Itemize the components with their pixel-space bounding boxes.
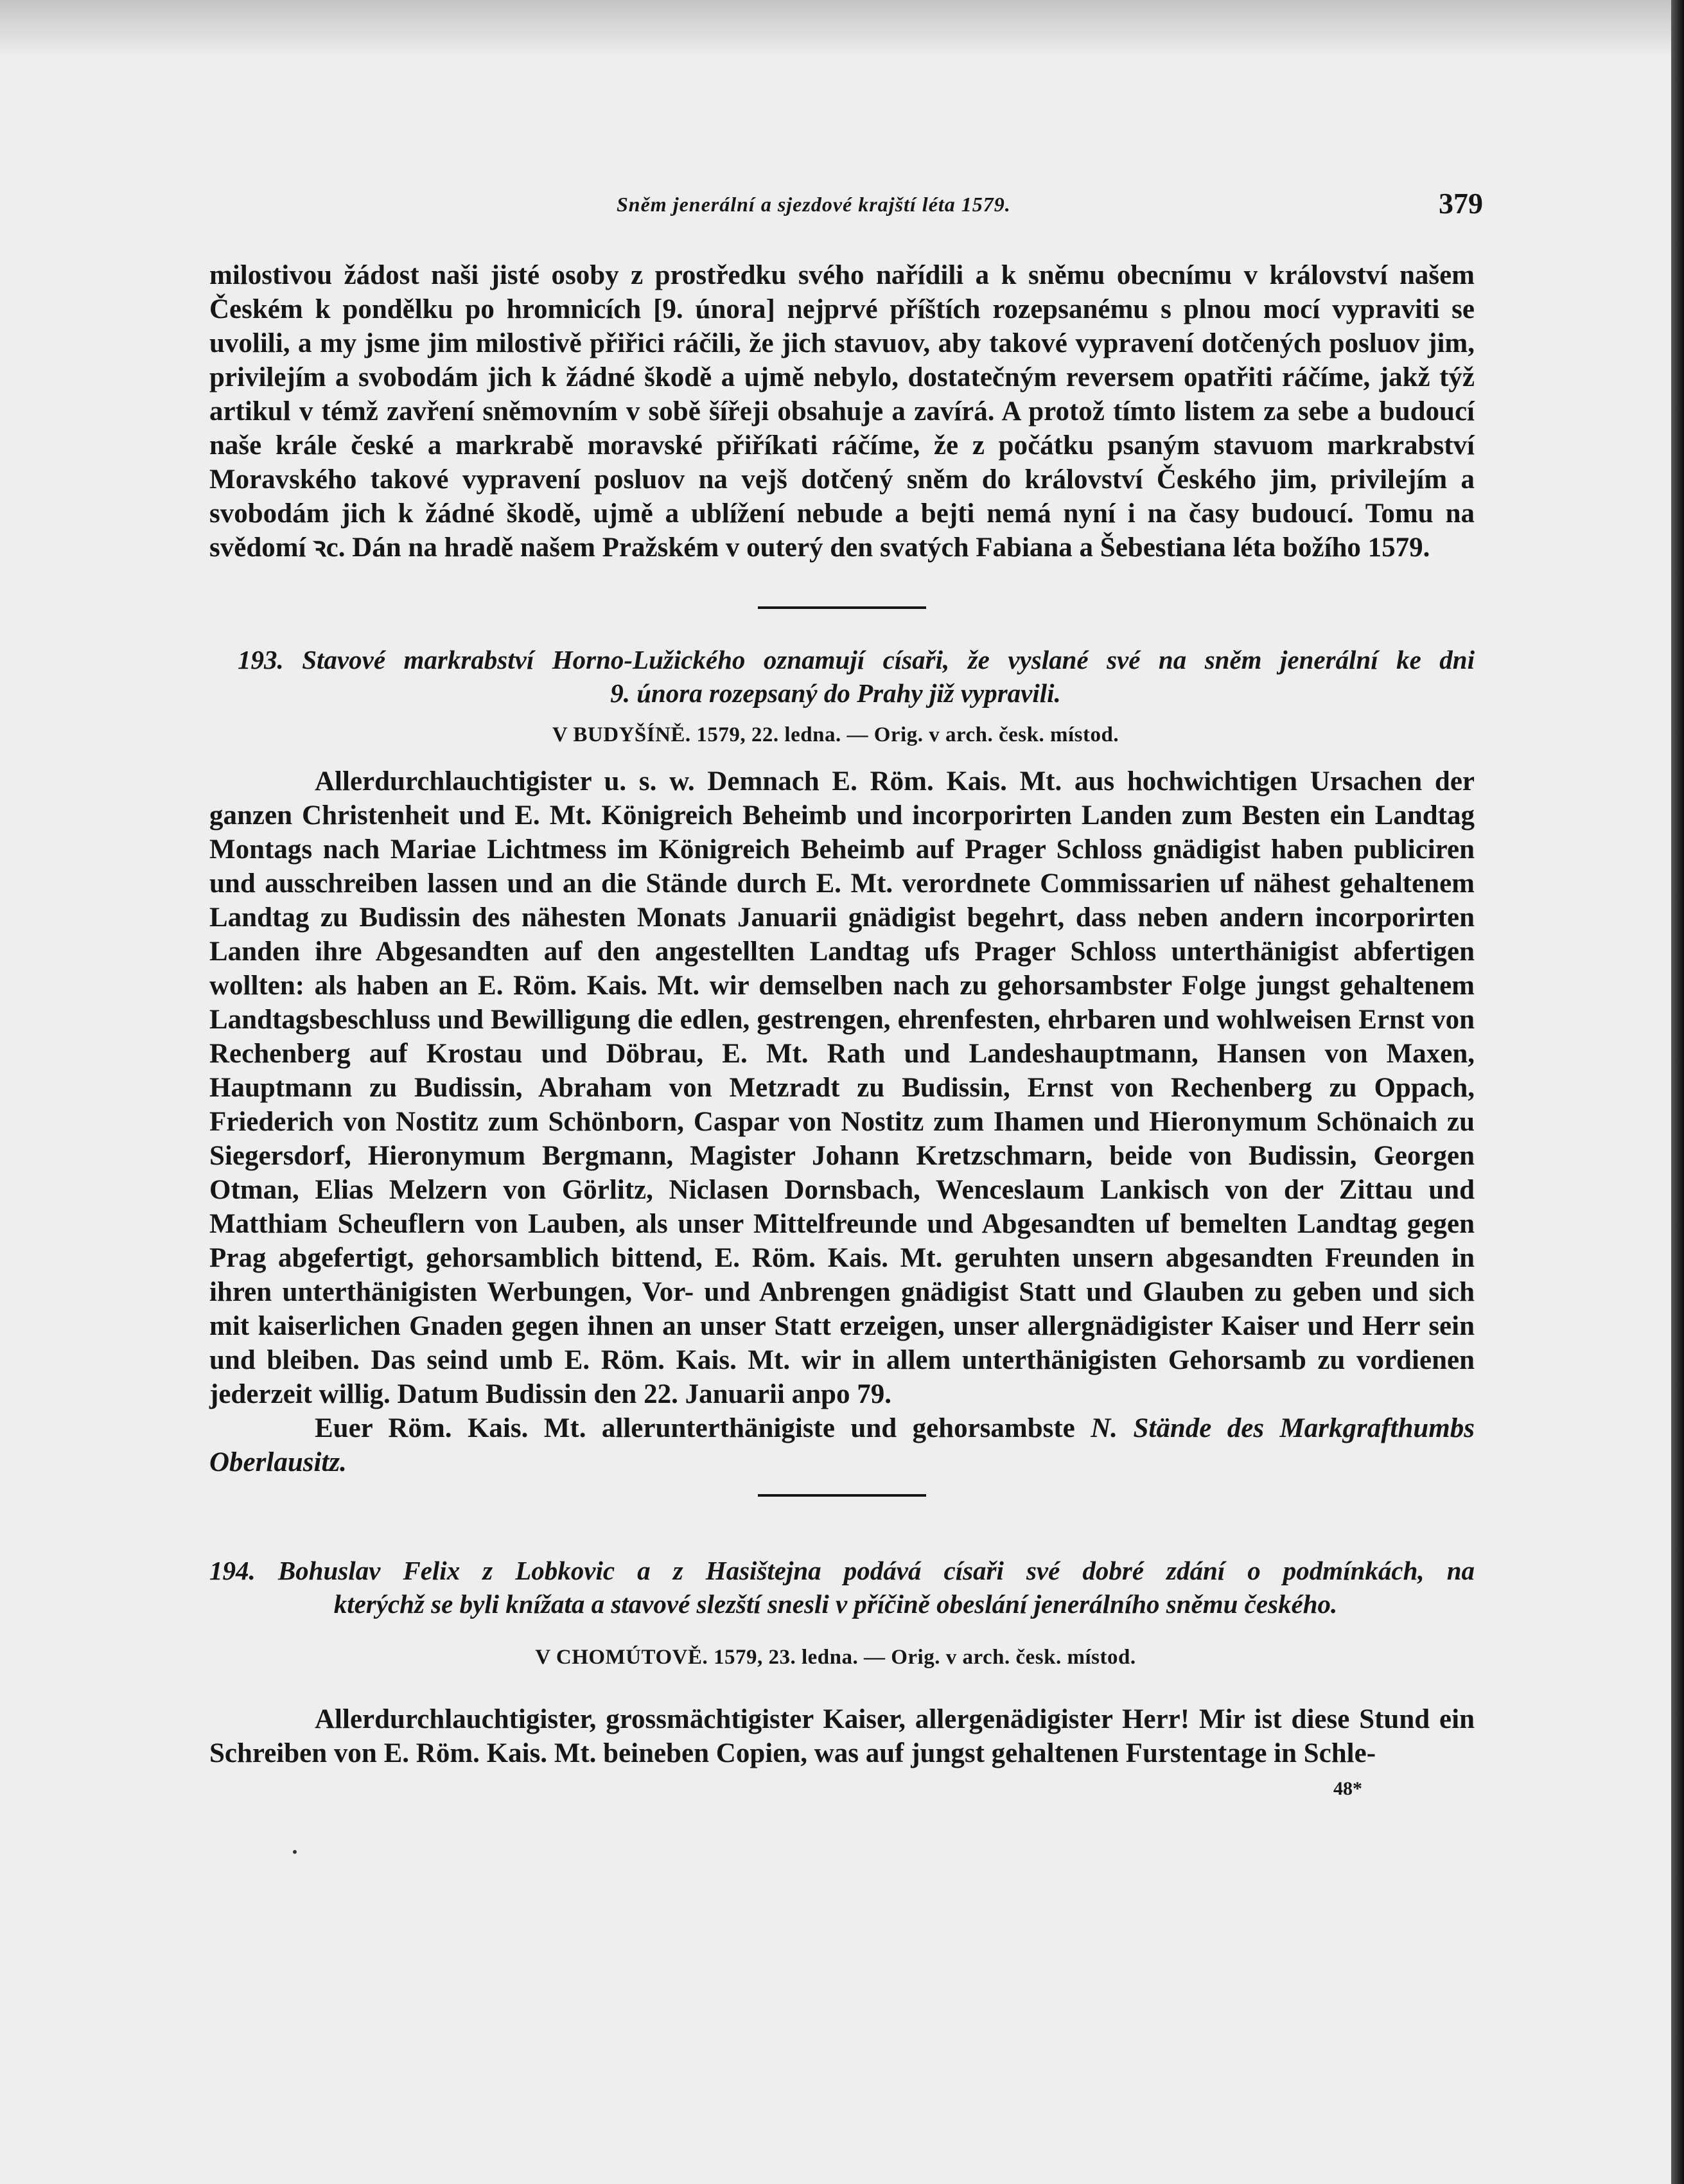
doc193-body: Allerdurchlauchtigister u. s. w. Demnach E. Röm. Kais. Mt. aus hochwichtigen Ursachen der ganzen Christenheit und E. Mt. Königreich Beheimb und incorporirten Landen zum Besten ein Landtag Montags nach Mariae Lichtmess im Königreich Beheimb auf Prager Schloss gnädigist haben publiciren und ausschreiben lassen und an die Stände durch E. Mt. verordnete Commissarien uf nähest gehaltenem Landtag zu Budissin des nähesten Monats Januarii gnädigist begehrt, dass neben andern incorporirten Landen ihre Abgesandten auf den angestellten Landtag ufs Prager Schloss unterthänigist abfertigen wollten: als haben an E. Röm. Kais. Mt. wir demselben nach zu gehorsambster Folge jungst gehaltenem Landtagsbeschluss und Bewilligung die edlen, gestrengen, ehrenfesten, ehrbaren und wohlweisen Ernst von Rechenberg auf Krostau und Döbrau, E. Mt. Rath und Landeshauptmann, Hansen von Maxen, Hauptmann zu Budissin, Abraham von Metzradt zu Budissin, Ernst von Rechenberg zu Oppach, Friederich von Nostitz zum Schönborn, Caspar von Nostitz zum Ihamen und Hieronymum Schönaich zu Siegersdorf, Hieronymum Bergmann, Magister Johann Kretzschmarn, beide von Budissin, Georgen Otman, Elias Melzern von Görlitz, Niclasen Dornsbach, Wenceslaum Lankisch von der Zittau und Matthiam Scheuflern von Lauben, als unser Mittelfreunde und Abgesandten uf bemelten Landtag gegen Prag abgefertigt, gehorsamblich bittend, E. Röm. Kais. Mt. geruhten unsern abgesandten Freunden in ihren unterthänigisten Werbungen, Vor- und Anbrengen gnädigist Statt und Glauben zu geben und sich mit kaiserlichen Gnaden gegen ihnen an unser Statt erzeigen, unser allergnädigister Kaiser und Herr sein und bleiben. Das seind umb E. Röm. Kais. Mt. wir in allem unterthänigisten Gehorsamb zu vordienen jederzeit willig. Datum Budissin den 22. Januarii anpo 79.: [209, 766, 1475, 1409]
doc193-body-block: [209, 764, 1475, 1479]
continuation-paragraph-block: [209, 258, 1475, 565]
doc193-title-line1: [238, 644, 1475, 676]
running-head: Sněm jenerální a sjezdové krajští léta 1579.: [617, 193, 1011, 216]
doc193-closing-line: [209, 1411, 1475, 1479]
doc194-body-block: [209, 1702, 1475, 1770]
scan-edge: [1671, 0, 1684, 2184]
doc194-number: 194.: [209, 1556, 256, 1585]
doc194-title-line1: [209, 1554, 1475, 1587]
doc193-closing: Euer Röm. Kais. Mt. allerunterthänigiste und gehorsambste: [315, 1413, 1075, 1443]
doc193-number: 193.: [238, 645, 284, 674]
doc194-title-text: Bohuslav Felix z Lobkovic a z Hasištejna podává císaři své dobré zdání o podmínkách, na: [277, 1556, 1475, 1585]
scan-shadow: [0, 0, 1671, 58]
continuation-paragraph: milostivou žádost naši jisté osoby z prostředku svého nařídili a k sněmu obecnímu v království našem Českém k pondělku po hromnicích [9. února] nejprvé příštích rozepsanému s plnou mocí vypraviti se uvolili, a my jsme jim milostivě přiřici ráčili, že jich stavuov, aby takové vypravení dotčených posluov jim, privilejím a svobodám jich k žádné škodě a ujmě nebylo, dostatečným reversem opatřiti ráčíme, jakž týž artikul v témž zavření sněmovním v sobě šířeji obsahuje a zavírá. A protož tímto listem za sebe a budoucí naše krále české a markrabě moravské přiříkati ráčíme, že z počátku psaným stavuom markrabství Moravského takové vypravení posluov na vejš dotčený sněm do království Českého jim, privilejím a svobodám jich k žádné škodě, ujmě a ublížení nebude a bejti nemá nyní i na časy budoucí. Tomu na svědomí ꝛc. Dán na hradě našem Pražském v outerý den svatých Fabiana a Šebestiana léta božího 1579.: [209, 260, 1475, 563]
doc194-body: Allerdurchlauchtigister, grossmächtigister Kaiser, allergenädigister Herr! Mir ist diese Stund ein Schreiben von E. Röm. Kais. Mt. beineben Copien, was auf jungst gehaltenen Furstentage in Schle-: [209, 1704, 1475, 1768]
scan-speck: [293, 1850, 297, 1854]
page-number: 379: [1439, 187, 1483, 220]
section-divider: [758, 1494, 926, 1497]
doc193-signature: N. Stände des Markgrafthumbs Oberlausitz.: [209, 1413, 1475, 1477]
section-divider: [758, 606, 926, 609]
doc194-title-line2: kterýchž se byli knížata a stavové slezští snesli v příčině obeslání jenerálního sněmu českého.: [333, 1589, 1338, 1619]
sheet-signature-mark: 48*: [1333, 1778, 1362, 1799]
doc194-source-note: V CHOMÚTOVĚ. 1579, 23. ledna. — Orig. v arch. česk. místod.: [535, 1646, 1136, 1669]
doc193-source-note: V BUDYŠÍNĚ. 1579, 22. ledna. — Orig. v arch. česk. místod.: [552, 723, 1119, 746]
doc193-title-line2: 9. února rozepsaný do Prahy již vypravili.: [610, 678, 1061, 708]
doc193-title-text: Stavové markrabství Horno-Lužického oznamují císaři, že vyslané své na sněm jenerální ke dni: [302, 645, 1475, 674]
